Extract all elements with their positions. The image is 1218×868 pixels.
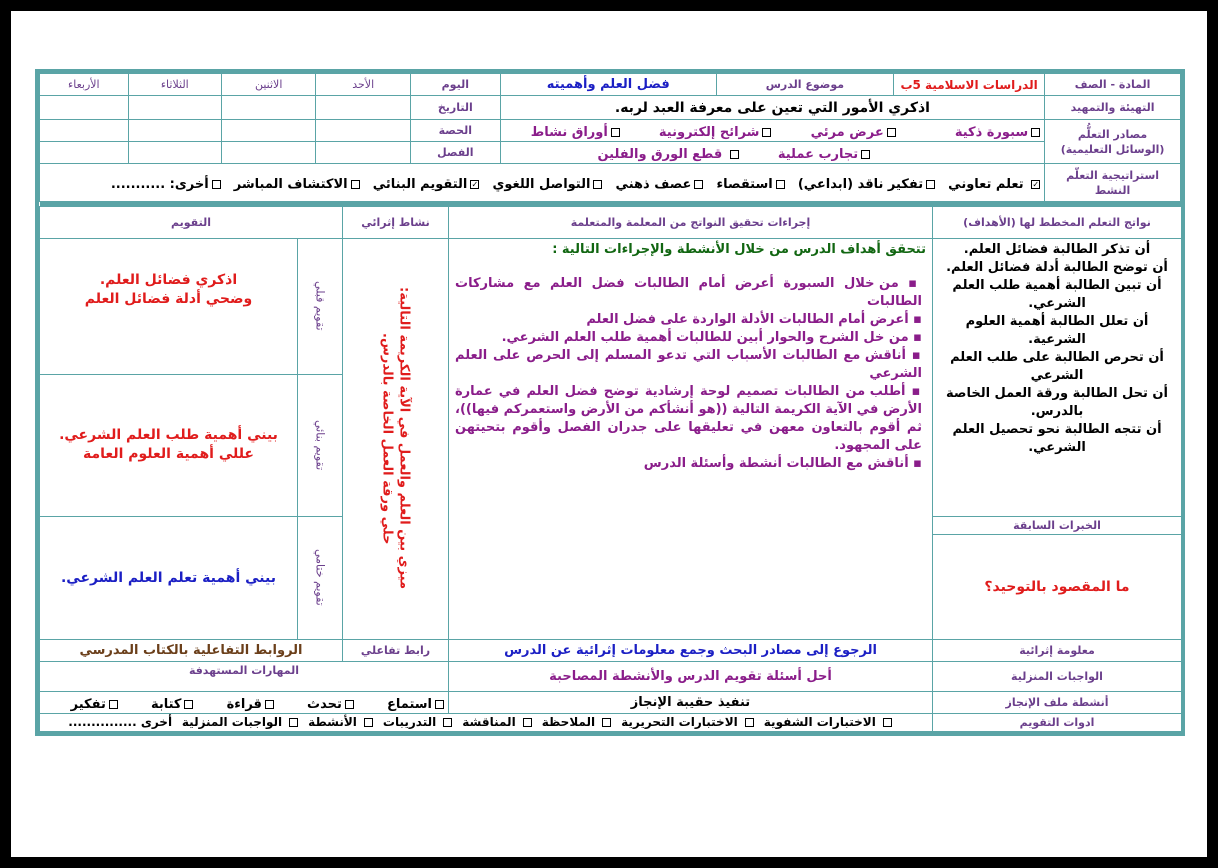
enrichment-header: نشاط إثرائي [343, 206, 449, 238]
date-label: التاريخ [410, 96, 500, 120]
checkbox-icon[interactable] [289, 718, 298, 727]
checkbox-icon[interactable] [611, 128, 620, 137]
checkbox-icon[interactable] [523, 718, 532, 727]
tool-discussion[interactable]: المناقشة [462, 715, 532, 729]
checkbox-icon[interactable] [730, 150, 739, 159]
class-label: الفصل [410, 142, 500, 164]
tool-observation[interactable]: الملاحظة [542, 715, 612, 729]
checkbox-icon[interactable] [364, 718, 373, 727]
lesson-body-table [39, 206, 1182, 732]
strategy-communication[interactable]: التواصل اللغوي [492, 177, 602, 192]
checkbox-icon[interactable] [762, 128, 771, 137]
subject-label: المادة - الصف [1045, 74, 1181, 96]
tools-label: ادوات التقويم [933, 713, 1182, 731]
checkbox-icon[interactable] [926, 180, 935, 189]
prior-cell [933, 516, 1182, 639]
enrich-info-label: معلومة إثرائية [933, 639, 1182, 661]
checkbox-icon[interactable] [883, 718, 892, 727]
checkbox-icon[interactable] [435, 700, 444, 709]
outcome-4: أن تعلل الطالبة أهمية العلوم الشرعية. [965, 313, 1149, 347]
procedures-cell [449, 238, 933, 639]
topic-value: فضل العلم وأهميته [500, 74, 716, 96]
resource-worksheets[interactable]: أوراق نشاط [531, 125, 620, 140]
resource-slides[interactable]: شرائح إلكترونية [659, 125, 772, 140]
class-monday[interactable] [221, 142, 315, 164]
procedure-item: ▪ من خل الشرح والحوار أبين للطالبات أهمية طلب العلم الشرعي. [455, 329, 922, 347]
enrichment-line-2: حلي ورقة العمل الخاصة بالدرس. [379, 332, 395, 545]
intro-label: التهيئة والتمهيد [1045, 96, 1181, 120]
procedures-intro: تتحقق أهداف الدرس من خلال الأنشطة والإجراءات التالية : [552, 241, 926, 257]
resources-label [1045, 120, 1181, 164]
period-wednesday[interactable] [40, 120, 129, 142]
strategy-critical[interactable]: تفكير ناقد (ابداعي) [798, 177, 935, 192]
eval-summative-text: بيني أهمية تعلم العلم الشرعي. [40, 516, 298, 639]
subject-value: الدراسات الاسلامية 5ب [894, 74, 1045, 96]
checkbox-icon[interactable] [745, 718, 754, 727]
outcome-6: أن تحل الطالبة ورقة العمل الخاصة بالدرس. [946, 385, 1168, 419]
topic-label: موضوع الدرس [716, 74, 893, 96]
day-label: اليوم [410, 74, 500, 96]
checkbox-icon[interactable] [109, 700, 118, 709]
tools-options [40, 713, 933, 731]
skills-options [40, 691, 449, 713]
outcome-1: أن تذكر الطالبة فضائل العلم. [963, 241, 1151, 257]
tool-written[interactable]: الاختبارات التحريرية [621, 715, 754, 729]
resource-cardboard[interactable]: قطع الورق والفلين [597, 147, 738, 162]
date-monday[interactable] [221, 96, 315, 120]
strategy-options [40, 164, 1045, 202]
tool-oral[interactable]: الاختبارات الشفوية [764, 715, 892, 729]
interactive-link-label: رابط تفاعلي [343, 639, 449, 661]
checkbox-icon[interactable] [1031, 128, 1040, 137]
eval-type-summative: تقويم ختامي [298, 516, 343, 639]
strategy-inquiry[interactable]: استقصاء [716, 177, 784, 192]
checkbox-icon[interactable] [694, 180, 703, 189]
day-tuesday: الثلاثاء [128, 74, 221, 96]
checkbox-checked-icon[interactable]: ✓ [1032, 180, 1040, 189]
prior-value: ما المقصود بالتوحيد؟ [984, 578, 1130, 595]
eval-pre-text: اذكري فضائل العلم. وضحي أدلة فضائل العلم [40, 238, 298, 374]
resources-label-line2: (الوسائل التعليمية) [1060, 142, 1165, 156]
enrich-info-value: الرجوع إلى مصادر البحث وجمع معلومات إثرائية عن الدرس [449, 639, 933, 661]
period-tuesday[interactable] [128, 120, 221, 142]
procedure-item: ▪ أعرض أمام الطالبات الأدلة الواردة على فضل العلم [455, 311, 922, 329]
procedure-item: ▪ أناقش مع الطالبات أنشطة وأسئلة الدرس [455, 455, 922, 473]
outcomes-header: نواتج التعلم المخطط لها (الأهداف) [933, 206, 1182, 238]
eval-formative-text: بيني أهمية طلب العلم الشرعي. عللي أهمية العلوم العامة [40, 374, 298, 516]
resources-label-line1: مصادر التعلُّم [1077, 127, 1148, 141]
checkbox-icon[interactable] [351, 180, 360, 189]
homework-value: أحل أسئلة تقويم الدرس والأنشطة المصاحبة [449, 661, 933, 691]
tool-activities[interactable]: الأنشطة [308, 715, 373, 729]
tool-exercises[interactable]: التدريبات [383, 715, 453, 729]
strategy-other[interactable]: أخرى: ........... [111, 177, 221, 192]
class-wednesday[interactable] [40, 142, 129, 164]
checkbox-checked-icon[interactable]: ✓ [471, 180, 479, 189]
checkbox-icon[interactable] [776, 180, 785, 189]
day-wednesday: الأربعاء [40, 74, 129, 96]
skill-writing[interactable]: كتابة [151, 697, 194, 712]
checkbox-icon[interactable] [602, 718, 611, 727]
checkbox-icon[interactable] [212, 180, 221, 189]
prior-label: الخبرات السابقة [933, 517, 1181, 535]
checkbox-icon[interactable] [345, 700, 354, 709]
strategy-label: استراتيجية التعلّم النشط [1045, 164, 1181, 202]
resources-row1 [500, 120, 1044, 142]
skill-reading[interactable]: قراءة [227, 697, 274, 712]
enrichment-line-1: ميزي بين العلم والعمل في الآية الكريمة التالية: [396, 287, 412, 590]
intro-value: اذكري الأمور التي تعين على معرفة العبد لربه. [500, 96, 1044, 120]
eval-type-pre: تقويم قبلي [298, 238, 343, 374]
strategy-brainstorm[interactable]: عصف ذهني [616, 177, 704, 192]
outcome-2: أن توضح الطالبة أدلة فضائل العلم. [946, 259, 1168, 275]
skill-thinking[interactable]: تفكير [71, 697, 118, 712]
checkbox-icon[interactable] [887, 128, 896, 137]
strategy-cooperative[interactable]: ✓ تعلم تعاوني [948, 177, 1040, 192]
strategy-formative[interactable]: ✓التقويم البنائي [372, 177, 479, 192]
resource-experiments[interactable]: تجارب عملية [778, 147, 870, 162]
page [11, 11, 1207, 857]
period-monday[interactable] [221, 120, 315, 142]
tool-other[interactable]: أخرى ............... [68, 715, 173, 729]
period-label: الحصة [410, 120, 500, 142]
eval-type-formative: تقويم بنائي [298, 374, 343, 516]
procedures-list [455, 275, 926, 473]
resources-row2 [500, 142, 1044, 164]
lesson-plan-frame [35, 69, 1185, 736]
class-sunday[interactable] [316, 142, 410, 164]
procedures-header: إجراءات تحقيق النواتج من المعلمة والمتعلمة [449, 206, 933, 238]
checkbox-icon[interactable] [184, 700, 193, 709]
checkbox-icon[interactable] [265, 700, 274, 709]
class-tuesday[interactable] [128, 142, 221, 164]
interactive-link-value[interactable]: الروابط التفاعلية بالكتاب المدرسي [40, 639, 343, 661]
day-monday: الاثنين [221, 74, 315, 96]
outcomes-list [933, 238, 1182, 516]
outcome-5: أن تحرص الطالبة على طلب العلم الشرعي [950, 349, 1164, 383]
resource-smartboard[interactable]: سبورة ذكية [955, 125, 1040, 140]
skill-speaking[interactable]: تحدث [307, 697, 354, 712]
skills-label: المهارات المستهدفة [40, 661, 449, 691]
procedure-item: ▪ أناقش مع الطالبات الأسباب التي تدعو المسلم إلى الحرص على العلم الشرعي [455, 347, 922, 383]
checkbox-icon[interactable] [443, 718, 452, 727]
checkbox-icon[interactable] [861, 150, 870, 159]
lesson-plan-table [39, 73, 1181, 206]
day-sunday: الأحد [316, 74, 410, 96]
enrichment-cell [343, 238, 449, 639]
procedure-item: ▪ أطلب من الطالبات تصميم لوحة إرشادية توضح فضل العلم في عمارة الأرض في الآية الكريمة التالية ((هو أنشأكم من الأرض واستعمركم فيها))، ثم أقوم بالتعاون معهن في تعليقها على جدران الفصل وأقوم بتحيتهن على المجهود. [455, 383, 922, 455]
outcome-3: أن تبين الطالبة أهمية طلب العلم الشرعي. [952, 277, 1162, 311]
portfolio-value: تنفيذ حقيبة الإنجاز [449, 691, 933, 713]
skill-listening[interactable]: استماع [387, 697, 444, 712]
resource-video[interactable]: عرض مرئي [811, 125, 896, 140]
portfolio-label: أنشطة ملف الإنجاز [933, 691, 1182, 713]
tool-homework[interactable]: الواجبات المنزلية [182, 715, 298, 729]
enrichment-text [379, 259, 413, 619]
date-wednesday[interactable] [40, 96, 129, 120]
evaluation-header: التقويم [40, 206, 343, 238]
homework-label: الواجبات المنزلية [933, 661, 1182, 691]
checkbox-icon[interactable] [593, 180, 602, 189]
procedure-item: ▪ من خلال السبورة أعرض أمام الطالبات فضل العلم مع مشاركات الطالبات [455, 275, 922, 311]
period-sunday[interactable] [316, 120, 410, 142]
outcome-7: أن تتجه الطالبة نحو تحصيل العلم الشرعي. [952, 421, 1162, 455]
date-tuesday[interactable] [128, 96, 221, 120]
strategy-discovery[interactable]: الاكتشاف المباشر [234, 177, 360, 192]
date-sunday[interactable] [316, 96, 410, 120]
